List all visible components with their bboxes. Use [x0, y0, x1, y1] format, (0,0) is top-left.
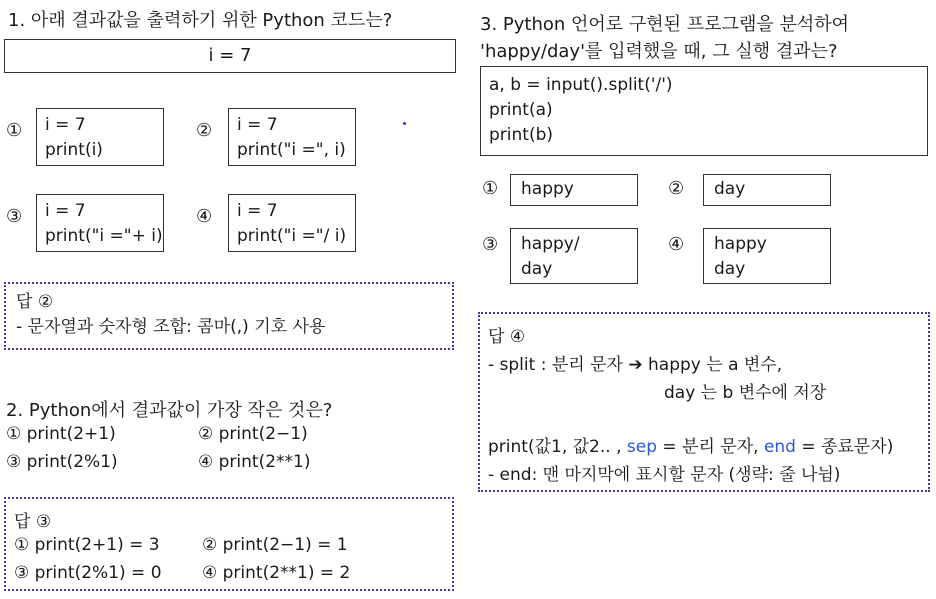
- decorative-dot: [403, 122, 406, 125]
- q2-answer-label: 답 ③: [14, 512, 52, 532]
- q3-option-2-number: ②: [668, 178, 685, 199]
- q1-option-3-number: ③: [6, 206, 23, 227]
- q3-option-4[interactable]: [703, 228, 831, 284]
- q2-option-2[interactable]: ② print(2−1): [198, 424, 308, 444]
- q1-title: 1. 아래 결과값을 출력하기 위한 Python 코드는?: [8, 10, 393, 31]
- q1-option-4[interactable]: [228, 194, 356, 252]
- q3-end-line: - end: 맨 마지막에 표시할 문자 (생략: 줄 나뉨): [488, 465, 841, 485]
- q1-option-4-line-2: print("i ="/ i): [237, 226, 347, 246]
- q2-result-4: ④ print(2**1) = 2: [202, 563, 351, 583]
- q3-code-line-3: print(b): [489, 125, 553, 145]
- q3-option-4-number: ④: [668, 234, 685, 255]
- q2-option-4[interactable]: ④ print(2**1): [198, 452, 311, 472]
- q1-option-3-line-2: print("i ="+ i): [45, 226, 163, 246]
- q3-split-line: [488, 350, 782, 375]
- q3-option-1[interactable]: [510, 174, 638, 206]
- q2-result-3: ③ print(2%1) = 0: [14, 563, 162, 583]
- q3-code-line-1: a, b = input().split('/'): [489, 75, 673, 95]
- q3-title-line-2: 'happy/day'를 입력했을 때, 그 실행 결과는?: [480, 41, 838, 62]
- q1-option-2-line-2: print("i =", i): [237, 140, 346, 160]
- q1-option-3[interactable]: [36, 194, 164, 252]
- q1-option-2[interactable]: [228, 108, 356, 166]
- q1-option-2-line-1: i = 7: [237, 115, 278, 135]
- q2-answer-box: [4, 497, 454, 591]
- q1-option-1-number: ①: [6, 120, 23, 141]
- q3-answer-box: [478, 312, 930, 492]
- q3-answer-label: 답 ④: [488, 327, 526, 347]
- q3-option-3-line-1: happy/: [521, 234, 580, 254]
- q3-option-3[interactable]: [510, 228, 638, 284]
- q1-option-4-number: ④: [196, 206, 213, 227]
- q3-option-4-line-1: happy: [714, 234, 767, 254]
- q3-print-pre: print(값1, 값2.. ,: [488, 437, 627, 457]
- q1-option-1-line-1: i = 7: [45, 115, 86, 135]
- q1-option-4-line-1: i = 7: [237, 201, 278, 221]
- q3-title-line-1: 3. Python 언어로 구현된 프로그램을 분석하여: [480, 14, 849, 35]
- q3-split-rest: happy 는 a 변수,: [648, 355, 783, 375]
- q3-print-line: [488, 432, 893, 457]
- q3-print-sep: sep: [626, 437, 657, 457]
- q3-option-3-line-2: day: [521, 259, 553, 279]
- q2-result-2: ② print(2−1) = 1: [202, 535, 348, 555]
- q1-output-box: [4, 39, 456, 73]
- q1-answer-label: 답 ②: [16, 292, 54, 312]
- q3-print-mid: = 분리 문자,: [657, 437, 764, 457]
- q3-print-post: = 종료문자): [795, 437, 894, 457]
- q1-option-2-number: ②: [196, 120, 213, 141]
- q3-option-1-number: ①: [482, 178, 499, 199]
- q2-option-1[interactable]: ① print(2+1): [6, 424, 116, 444]
- q1-answer-explain: - 문자열과 숫자형 조합: 콤마(,) 기호 사용: [16, 317, 326, 337]
- q3-split-prefix: - split : 분리 문자: [488, 355, 623, 375]
- q3-option-1-line-1: happy: [521, 179, 574, 199]
- q3-option-4-line-2: day: [714, 259, 746, 279]
- q2-option-3[interactable]: ③ print(2%1): [6, 452, 118, 472]
- q1-answer-box: [4, 282, 454, 350]
- q3-split-line-2: day 는 b 변수에 저장: [664, 383, 827, 403]
- q2-title: 2. Python에서 결과값이 가장 작은 것은?: [6, 400, 333, 421]
- q1-option-3-line-1: i = 7: [45, 201, 86, 221]
- q3-option-2[interactable]: [703, 174, 831, 206]
- q2-result-1: ① print(2+1) = 3: [14, 535, 160, 555]
- q3-option-3-number: ③: [482, 234, 499, 255]
- q3-code-box: [480, 66, 928, 156]
- q1-option-1-line-2: print(i): [45, 140, 103, 160]
- q3-code-line-2: print(a): [489, 100, 553, 120]
- q1-option-1[interactable]: [36, 108, 164, 166]
- q3-print-end: end: [763, 437, 796, 457]
- q3-option-2-line-1: day: [714, 179, 746, 199]
- q1-output: i = 7: [208, 45, 252, 66]
- arrow-right-icon: ➔: [628, 355, 643, 375]
